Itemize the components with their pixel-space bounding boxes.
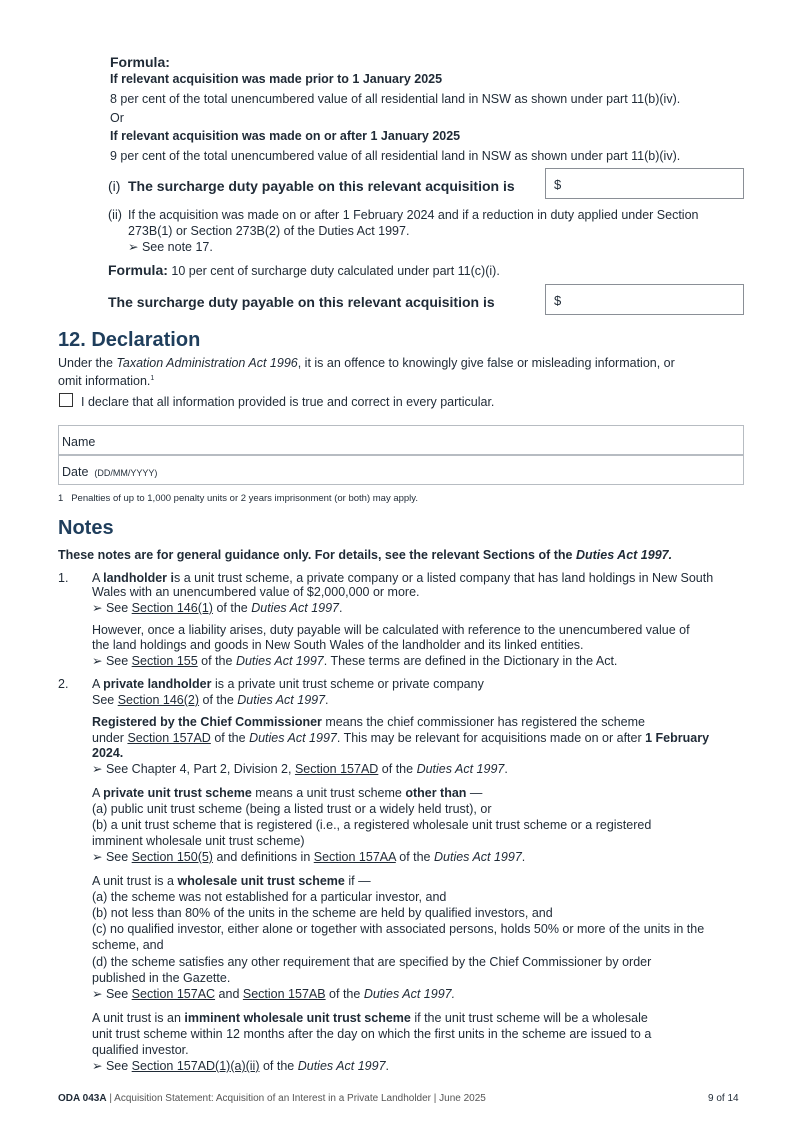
link-section-146-1[interactable]: Section 146(1)	[131, 601, 213, 615]
page-number: 9 of 14	[708, 1093, 739, 1104]
wholesale-see: ➢ See Section 157AC and Section 157AB of the Duties Act 1997.	[92, 987, 456, 1001]
note-1-p2-line1: However, once a liability arises, duty payable will be calculated with reference to the unencumbered value of	[92, 623, 690, 637]
currency-symbol: $	[554, 293, 562, 308]
currency-symbol: $	[554, 177, 562, 192]
wholesale-line-d1: (d) the scheme satisfies any other requirement that are specified by the Chief Commissioner by order	[92, 955, 652, 969]
link-section-157ad-2[interactable]: Section 157AD	[294, 762, 379, 776]
link-section-157aa[interactable]: Section 157AA	[313, 850, 396, 864]
notes-intro: These notes are for general guidance only. For details, see the relevant Sections of the Duties Act 1997.	[58, 548, 673, 562]
after-text: 9 per cent of the total unencumbered value of all residential land in NSW as shown under part 11(b)(iv).	[110, 149, 681, 163]
name-field[interactable]	[58, 425, 744, 455]
formula2-label: Formula:	[108, 262, 168, 278]
declaration-checkbox[interactable]	[59, 393, 73, 407]
date-format-hint: (DD/MM/YYYY)	[94, 468, 158, 478]
item-ii-note: ➢ See note 17.	[128, 240, 213, 254]
registered-see: ➢ See Chapter 4, Part 2, Division 2, Section 157AD of the Duties Act 1997.	[92, 762, 508, 776]
surcharge-duty-field-final[interactable]	[545, 284, 744, 315]
note-2-see-146-2: See Section 146(2) of the Duties Act 1997.	[92, 693, 329, 707]
puts-line-b2: imminent wholesale unit trust scheme)	[92, 834, 305, 848]
puts-line-a: (a) public unit trust scheme (being a listed trust or a widely held trust), or	[92, 802, 492, 816]
declaration-intro-line1: Under the Taxation Administration Act 1996, it is an offence to knowingly give false or misleading information, or	[58, 356, 675, 370]
note-1-line1: A landholder is a unit trust scheme, a private company or a listed company that has land holdings in New South	[92, 571, 714, 585]
item-ii-text-line1: If the acquisition was made on or after 1 February 2024 and if a reduction in duty applied under Section	[128, 208, 699, 222]
puts-line1: A private unit trust scheme means a unit trust scheme other than —	[92, 786, 483, 800]
note-2-line1: A private landholder is a private unit trust scheme or private company	[92, 677, 484, 691]
final-surcharge-label: The surcharge duty payable on this relevant acquisition is	[108, 294, 495, 310]
declaration-checkbox-label: I declare that all information provided is true and correct in every particular.	[81, 395, 495, 409]
link-section-150-5[interactable]: Section 150(5)	[131, 850, 213, 864]
footer-title: ODA 043A | Acquisition Statement: Acquisition of an Interest in a Private Landholder | June 2025	[58, 1093, 486, 1104]
imminent-line2: unit trust scheme within 12 months after the day on which the first units in the scheme are issued to a	[92, 1027, 652, 1041]
footnote: 1 Penalties of up to 1,000 penalty units or 2 years imprisonment (or both) may apply.	[58, 493, 418, 504]
prior-heading: If relevant acquisition was made prior to 1 January 2025	[110, 72, 443, 86]
wholesale-line1: A unit trust is a wholesale unit trust scheme if —	[92, 874, 371, 888]
wholesale-line-a: (a) the scheme was not established for a particular investor, and	[92, 890, 447, 904]
prior-text: 8 per cent of the total unencumbered value of all residential land in NSW as shown under part 11(b)(iv).	[110, 92, 681, 106]
notes-heading: Notes	[58, 517, 114, 539]
surcharge-duty-field-i[interactable]	[545, 168, 744, 199]
after-heading: If relevant acquisition was made on or after 1 January 2025	[110, 129, 461, 143]
registered-line1: Registered by the Chief Commissioner means the chief commissioner has registered the scheme	[92, 715, 645, 729]
item-i-number: (i)	[108, 178, 121, 194]
or-text: Or	[110, 111, 124, 125]
note-1-see: ➢ See Section 146(1) of the Duties Act 1997.	[92, 601, 343, 615]
date-label: Date (DD/MM/YYYY)	[62, 465, 158, 479]
item-ii-number: (ii)	[108, 208, 122, 222]
imminent-line1: A unit trust is an imminent wholesale unit trust scheme if the unit trust scheme will be a wholesale	[92, 1011, 648, 1025]
registered-line3: 2024.	[92, 746, 124, 760]
link-section-157ac[interactable]: Section 157AC	[131, 987, 216, 1001]
form-code: ODA 043A	[58, 1093, 107, 1104]
puts-see: ➢ See Section 150(5) and definitions in Section 157AA of the Duties Act 1997.	[92, 850, 526, 864]
date-field[interactable]	[58, 455, 744, 485]
note-1-line2: Wales with an unencumbered value of $2,000,000 or more.	[92, 585, 420, 599]
puts-line-b1: (b) a unit trust scheme that is registered (i.e., a registered wholesale unit trust scheme or a registered	[92, 818, 652, 832]
registered-line2: under Section 157AD of the Duties Act 1997. This may be relevant for acquisitions made on or after 1 February	[92, 731, 710, 745]
wholesale-line-c1: (c) no qualified investor, either alone or together with associated persons, holds 50% or more of the units in the	[92, 922, 705, 936]
note-1-see-155: ➢ See Section 155 of the Duties Act 1997. These terms are defined in the Dictionary in the Act.	[92, 654, 618, 668]
note-2-number: 2.	[58, 677, 69, 691]
formula-heading: Formula:	[110, 54, 170, 70]
link-section-146-2[interactable]: Section 146(2)	[117, 693, 200, 707]
declaration-heading: 12. Declaration	[58, 329, 201, 351]
formula2-text: 10 per cent of surcharge duty calculated under part 11(c)(i).	[171, 264, 500, 278]
footnote-ref: 1	[150, 375, 155, 382]
wholesale-line-c2: scheme, and	[92, 938, 164, 952]
link-section-157ad-1-a-ii[interactable]: Section 157AD(1)(a)(ii)	[131, 1059, 260, 1073]
link-section-157ad[interactable]: Section 157AD	[127, 731, 211, 745]
link-section-157ab[interactable]: Section 157AB	[242, 987, 326, 1001]
wholesale-line-d2: published in the Gazette.	[92, 971, 231, 985]
item-i-label: The surcharge duty payable on this relevant acquisition is	[128, 178, 515, 194]
name-label: Name	[62, 435, 96, 449]
imminent-line3: qualified investor.	[92, 1043, 189, 1057]
wholesale-line-b: (b) not less than 80% of the units in the scheme are held by qualified investors, and	[92, 906, 553, 920]
item-ii-text-line2: 273B(1) or Section 273B(2) of the Duties Act 1997.	[128, 224, 410, 238]
imminent-see: ➢ See Section 157AD(1)(a)(ii) of the Duties Act 1997.	[92, 1059, 389, 1073]
note-1-p2-line2: the land holdings and goods in New South Wales of the landholder and its linked entities.	[92, 638, 584, 652]
declaration-intro-line2: omit information.$^1$	[58, 374, 155, 389]
link-section-155[interactable]: Section 155	[131, 654, 198, 668]
note-1-number: 1.	[58, 571, 69, 585]
